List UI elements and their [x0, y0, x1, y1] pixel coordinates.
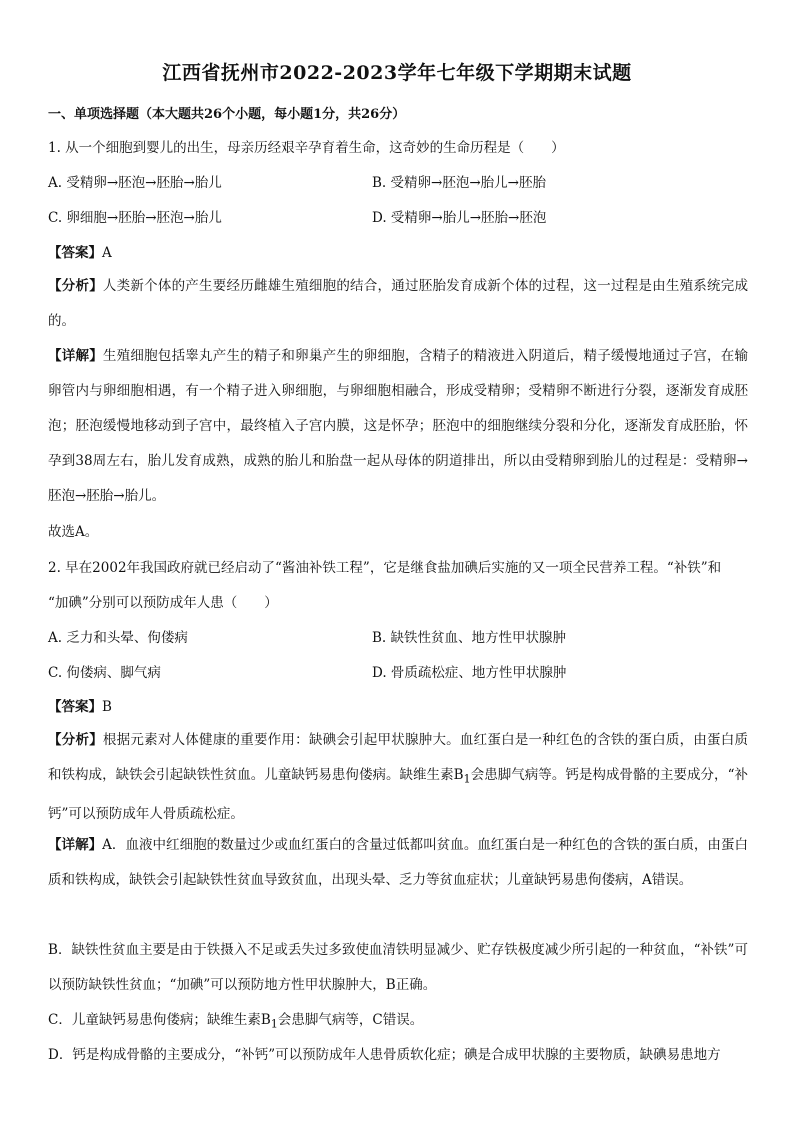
answer-tag: 【答案】 [48, 245, 102, 261]
q1-answer [48, 243, 112, 263]
question-2-stem-line1: 2. 早在2002年我国政府就已经启动了“酱油补铁工程”，它是继食盐加碘后实施的又一项全民营养工程。“补铁”和 [48, 560, 722, 576]
detail-tag: 【详解】 [48, 837, 103, 853]
detail-c-text: C．儿童缺钙易患佝偻病；缺维生素B [48, 1012, 271, 1028]
q2-option-a: A. 乏力和头晕、佝偻病 [48, 630, 188, 646]
q2-detail-c [48, 1003, 748, 1042]
analysis-text: 人类新个体的产生要经历雌雄生殖细胞的结合，通过胚胎发育成新个体的过程，这一过程是由生殖系统完成的。 [48, 278, 749, 329]
analysis-text: 根据元素对人体健康的重要作用：缺碘会引起甲状腺肿大。血红蛋白是一种红色的含铁的蛋白质，由蛋白质和铁构成，缺铁会引起缺铁性贫血。儿童缺钙易患佝偻病。缺维生素B [48, 732, 749, 783]
detail-tag: 【详解】 [48, 348, 103, 364]
q2-answer [48, 697, 112, 717]
question-2-stem-line2: “加碘”分别可以预防成年人患（ ） [48, 595, 278, 611]
q2-detail-d: D．钙是构成骨骼的主要成分，“补钙”可以预防成年人患骨质软化症；碘是合成甲状腺的主要物质，缺碘易患地方 [48, 1047, 721, 1063]
q1-option-a: A. 受精卵→胚泡→胚胎→胎儿 [48, 175, 222, 191]
analysis-tag: 【分析】 [48, 278, 103, 294]
q1-analysis [48, 269, 748, 339]
q2-option-b: B. 缺铁性贫血、地方性甲状腺肿 [372, 630, 567, 646]
detail-a-text: A．血液中红细胞的数量过少或血红蛋白的含量过低都叫贫血。血红蛋白是一种红色的含铁的蛋白质，由蛋白质和铁构成，缺铁会引起缺铁性贫血导致贫血，出现头晕、乏力等贫血症状；儿童缺钙易患佝偻病，A错误。 [48, 837, 749, 888]
analysis-text-cont: 会患脚气病等。钙是构成骨骼的主要成分，“补钙”可以预防成年人骨质疏松症。 [48, 767, 749, 822]
detail-c-text-cont: 会患脚气病等，C错误。 [277, 1012, 424, 1028]
q1-conclusion: 故选A。 [48, 524, 99, 540]
subscript: 1 [463, 772, 471, 786]
q2-option-d: D. 骨质疏松症、地方性甲状腺肿 [372, 665, 567, 681]
question-1-stem: 1. 从一个细胞到婴儿的出生，母亲历经艰辛孕育着生命，这奇妙的生命历程是（ ） [48, 140, 565, 156]
q2-analysis [48, 723, 748, 832]
page-title: 江西省抚州市2022-2023学年七年级下学期期末试题 [162, 62, 632, 84]
q2-option-c: C. 佝偻病、脚气病 [48, 665, 161, 681]
q1-detail [48, 339, 748, 514]
q2-detail-b: B．缺铁性贫血主要是由于铁摄入不足或丢失过多致使血清铁明显减少、贮存铁极度减少所引起的一种贫血，“补铁”可以预防缺铁性贫血；“加碘”可以预防地方性甲状腺肿大，B正确。 [48, 942, 748, 993]
section-heading: 一、单项选择题（本大题共26个小题，每小题1分，共26分） [48, 107, 406, 122]
q1-option-b: B. 受精卵→胚泡→胎儿→胚胎 [372, 175, 546, 191]
detail-text: 生殖细胞包括睾丸产生的精子和卵巢产生的卵细胞，含精子的精液进入阴道后，精子缓慢地通过子宫，在输卵管内与卵细胞相遇，有一个精子进入卵细胞，与卵细胞相融合，形成受精卵；受精卵不断进行分裂，逐渐发育成胚泡；胚泡缓慢地移动到子宫中，最终植入子宫内膜，这是怀孕；胚泡中的细胞继续分裂和分化，逐渐发育成胚胎，怀孕到38周左右，胎儿发育成熟，成熟的胎儿和胎盘一起从母体的阴道排出，所以由受精卵到胎儿的过程是：受精卵→胚泡→胚胎→胎儿。 [48, 348, 749, 504]
q2-detail-a [48, 828, 748, 898]
q1-option-d: D. 受精卵→胎儿→胚胎→胚泡 [372, 210, 547, 226]
answer-tag: 【答案】 [48, 699, 102, 715]
answer-value: A [102, 245, 112, 261]
analysis-tag: 【分析】 [48, 732, 103, 748]
answer-value: B [102, 699, 112, 715]
q1-option-c: C. 卵细胞→胚胎→胚泡→胎儿 [48, 210, 222, 226]
subscript: 1 [270, 1017, 278, 1031]
